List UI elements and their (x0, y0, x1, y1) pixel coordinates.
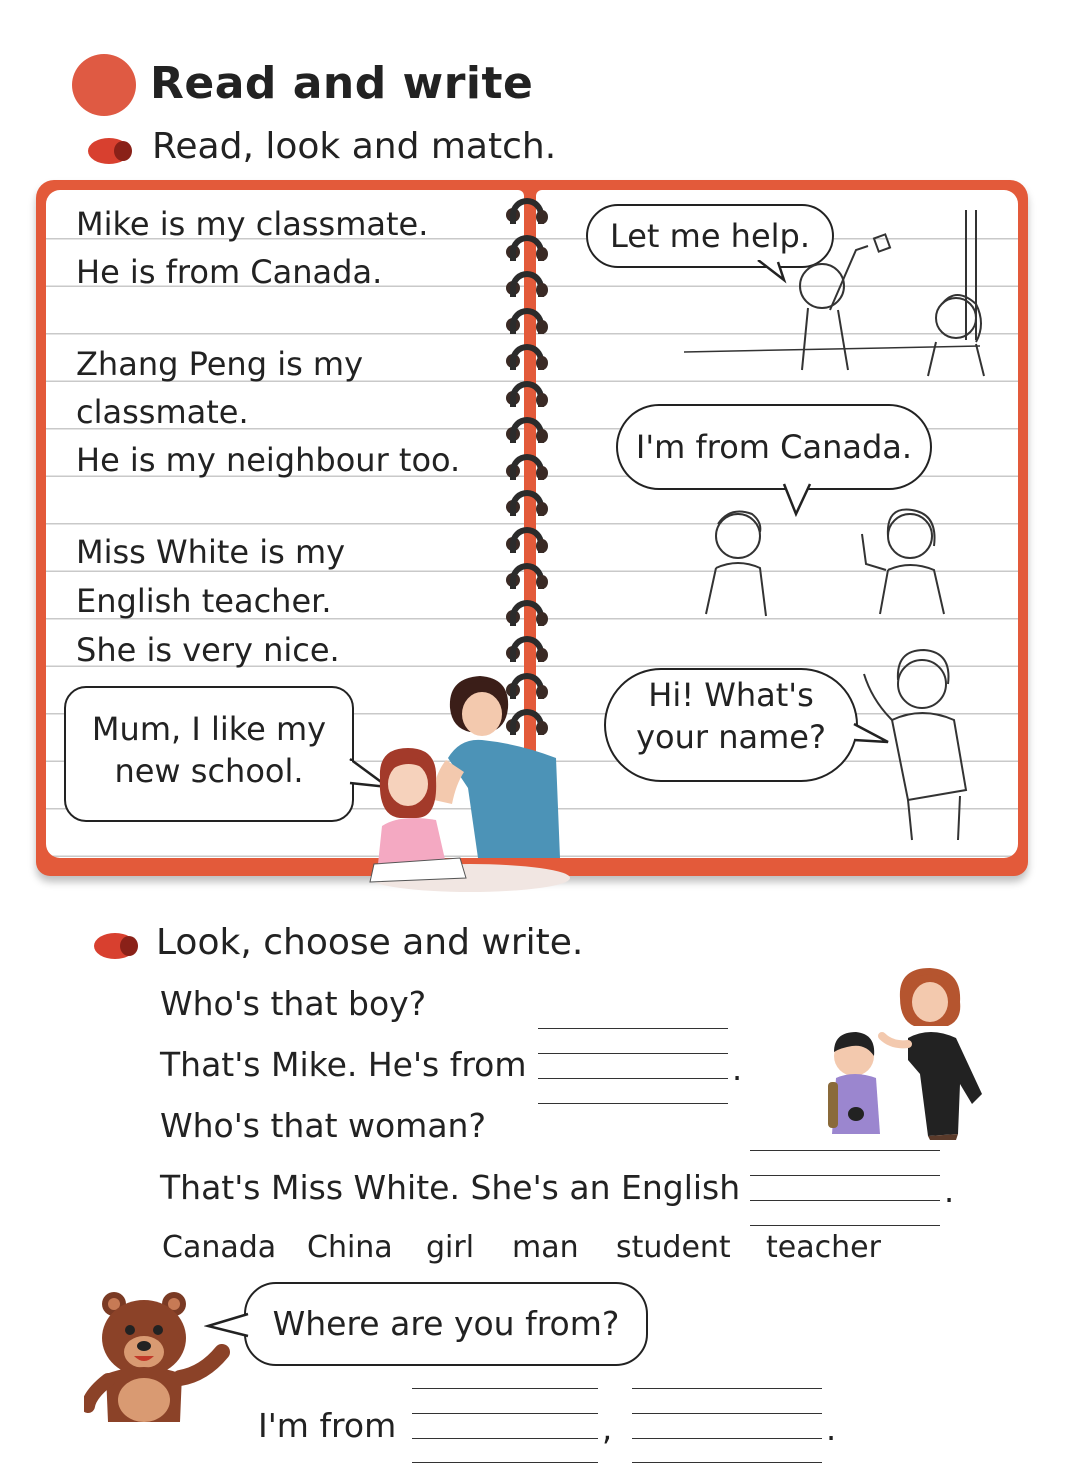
comma-mark: , (602, 1410, 613, 1448)
answer-blank-guide (632, 1462, 822, 1463)
section-marker-dot (72, 54, 136, 116)
answer-blank-country[interactable] (632, 1438, 822, 1439)
speech-bubble-mum-line1: Mum, I like my (91, 710, 327, 748)
match-text-misswhite-2: English teacher. (76, 582, 332, 620)
answer-blank-city[interactable] (412, 1438, 598, 1439)
question-thats-mike: That's Mike. He's from (160, 1045, 527, 1084)
teacher-and-boy-illustration (822, 964, 992, 1144)
spiral-ring-icon (500, 271, 556, 301)
word-bank-girl: girl (426, 1230, 475, 1265)
speech-bubble-whats-line1: Hi! What's (648, 676, 814, 714)
answer-blank-guide (412, 1462, 598, 1463)
answer-blank-guide (632, 1413, 822, 1414)
spiral-ring-icon (500, 527, 556, 557)
speech-bubble-let-me-help: Let me help. (586, 204, 834, 268)
answer-blank-guide (412, 1388, 598, 1389)
word-bank-canada: Canada (162, 1230, 277, 1265)
speech-bubble-whats-line2: your name? (636, 718, 826, 756)
word-bank-man: man (512, 1230, 579, 1265)
boy-cleaning-board-sketch (680, 200, 1010, 380)
match-text-zhangpeng-2: classmate. (76, 393, 249, 431)
question-whos-that-woman: Who's that woman? (160, 1106, 486, 1145)
question-whos-that-boy: Who's that boy? (160, 984, 427, 1023)
bullet-icon (94, 933, 136, 959)
match-text-misswhite-1: Miss White is my (76, 533, 346, 571)
spiral-ring-icon (500, 600, 556, 630)
answer-blank-guide (538, 1028, 728, 1029)
answer-blank-guide (632, 1388, 822, 1389)
answer-blank-guide (538, 1053, 728, 1054)
word-bank-student: student (616, 1230, 731, 1265)
answer-blank-guide (538, 1103, 728, 1104)
answer-blank-job[interactable] (750, 1200, 940, 1201)
match-text-mike-2: He is from Canada. (76, 253, 383, 291)
answer-blank-guide (412, 1413, 598, 1414)
spiral-ring-icon (500, 344, 556, 374)
teacher-waving-sketch (842, 640, 992, 850)
spiral-ring-icon (500, 454, 556, 484)
question-thats-miss-white: That's Miss White. She's an English (160, 1168, 741, 1207)
spiral-ring-icon (500, 235, 556, 265)
speech-bubble-im-from-canada: I'm from Canada. (616, 404, 932, 490)
children-greeting-sketch (690, 496, 960, 626)
period-mark: . (826, 1410, 837, 1448)
spiral-ring-icon (500, 417, 556, 447)
speech-bubble-whats-your-name (604, 668, 858, 782)
speech-bubble-mum-line2: new school. (114, 752, 304, 790)
bullet-icon (88, 138, 130, 164)
speech-bubble-tail (204, 1310, 250, 1340)
answer-blank-guide (750, 1225, 940, 1226)
word-bank-china: China (307, 1230, 393, 1265)
instruction-read-look-match: Read, look and match. (152, 126, 557, 167)
match-text-zhangpeng-3: He is my neighbour too. (76, 441, 461, 479)
answer-im-from: I'm from (258, 1406, 397, 1445)
spiral-ring-icon (500, 381, 556, 411)
match-text-misswhite-3: She is very nice. (76, 631, 340, 669)
word-bank-teacher: teacher (766, 1230, 881, 1265)
match-text-zhangpeng-1: Zhang Peng is my (76, 345, 364, 383)
spiral-ring-icon (500, 198, 556, 228)
page-title: Read and write (150, 58, 534, 109)
speech-bubble-where-from: Where are you from? (244, 1282, 648, 1366)
spiral-ring-icon (500, 563, 556, 593)
speech-bubble-mum (64, 686, 354, 822)
answer-blank-country[interactable] (538, 1078, 728, 1079)
period-mark: . (732, 1050, 743, 1088)
period-mark: . (944, 1172, 955, 1210)
spiral-ring-icon (500, 490, 556, 520)
match-text-mike-1: Mike is my classmate. (76, 205, 429, 243)
instruction-look-choose-write: Look, choose and write. (156, 922, 584, 963)
spiral-ring-icon (500, 636, 556, 666)
spiral-ring-icon (500, 308, 556, 338)
answer-blank-guide (750, 1175, 940, 1176)
mother-daughter-illustration (360, 668, 580, 893)
answer-blank-guide (750, 1150, 940, 1151)
